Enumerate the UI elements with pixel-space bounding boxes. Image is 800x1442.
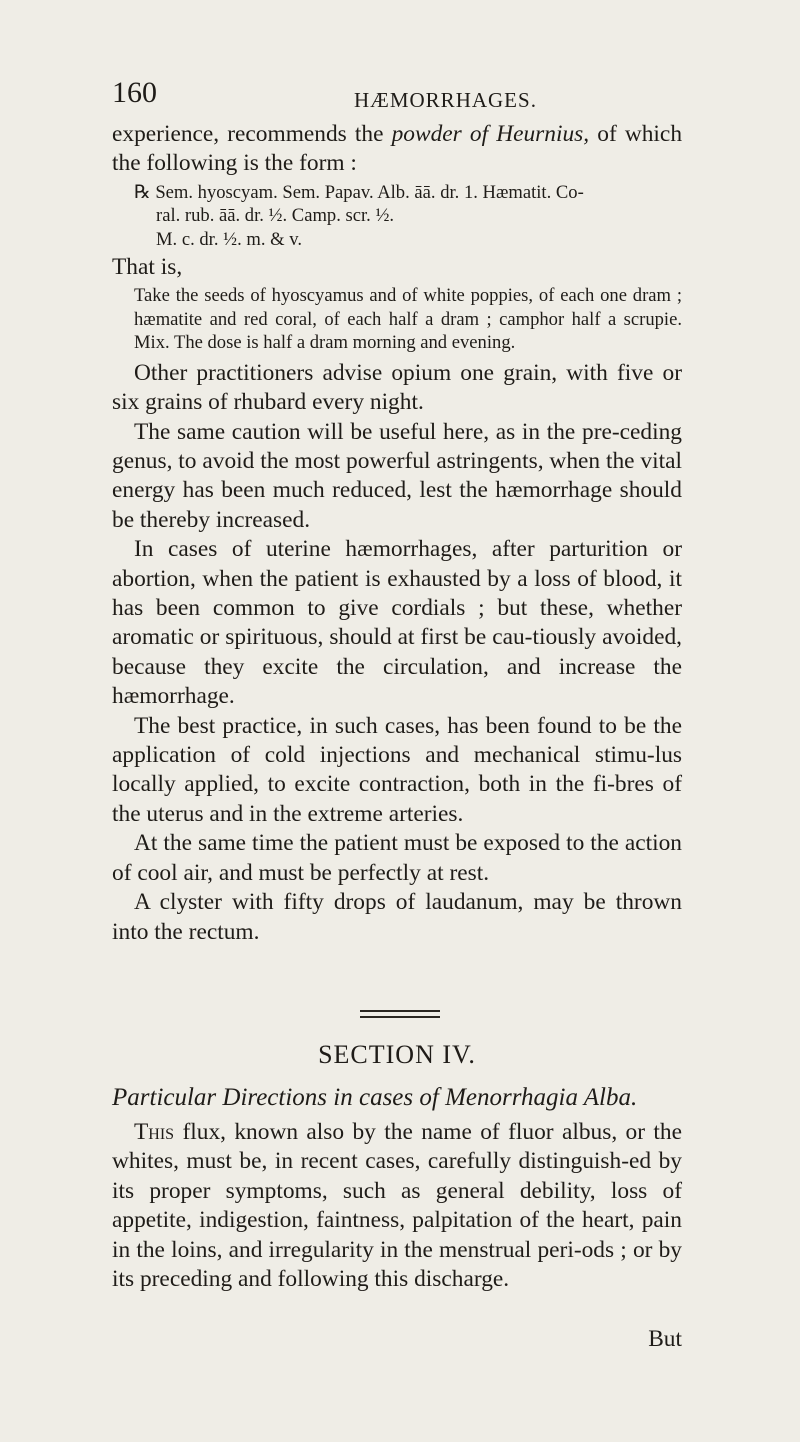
paragraph-heurnius xyxy=(112,120,682,179)
prescription-line: ℞ Sem. hyoscyam. Sem. Papav. Alb. āā. dr. 1. Hæmatit. Co- xyxy=(134,181,584,203)
page-number: 160 xyxy=(112,76,157,109)
paragraph-opium: Other practitioners advise opium one grain, with five or six grains of rhubard every night. xyxy=(112,359,682,416)
paragraph-uterine: In cases of uterine hæmorrhages, after parturition or abortion, when the patient is exhausted by a loss of blood, it has been common to give cordials ; but these, whether aromatic or spirituous, should at first be cau-tiously avoided, because they excite the circulation, and increase the hæmorrhage. xyxy=(112,536,682,710)
paragraph-cool-air: At the same time the patient must be exposed to the action of cool air, and must be perfectly at rest. xyxy=(112,830,682,886)
text-run: of which the following is the form : xyxy=(112,121,683,177)
paragraph-caution: The same caution will be useful here, as in the pre-ceding genus, to avoid the most powerful astringents, when the vital energy has been much reduced, lest the hæmorrhage should be thereby increased. xyxy=(112,418,682,533)
section-divider xyxy=(360,1010,440,1012)
text-run: flux, known also by the name of fluor albus, or the whites, must be, in recent cases, carefully distinguish-ed by its proper symptoms, such as general debility, loss of appetite, indigestion, faintness, palpitation of the heart, pain in the loins, and irregularity in the menstrual peri-ods ; or by its preceding and following this discharge. xyxy=(112,1119,682,1293)
prescription xyxy=(112,181,682,252)
text-run: experience, recommends the xyxy=(112,121,392,147)
that-is-heading: That is, xyxy=(112,253,183,280)
prescription-line: M. c. dr. ½. m. & v. xyxy=(156,229,302,250)
main-text xyxy=(112,120,682,947)
running-head: HÆMORRHAGES. xyxy=(354,88,537,112)
paragraph-fluor-albus xyxy=(112,1118,682,1294)
section-text xyxy=(112,1118,682,1294)
paragraph-clyster: A clyster with fifty drops of laudanum, may be thrown into the rectum. xyxy=(112,889,682,945)
drop-word: This xyxy=(134,1119,175,1145)
section-subtitle: Particular Directions in cases of Menorrhagia Alba. xyxy=(112,1084,638,1111)
catchword: But xyxy=(648,1326,682,1352)
translation-paragraph: Take the seeds of hyoscyamus and of white poppies, of each one dram ; hæmatite and red coral, of each half a dram ; camphor half a scrupie. Mix. The dose is half a dram morning and evening. xyxy=(134,285,682,354)
prescription-line: ral. rub. āā. dr. ½. Camp. scr. ½. xyxy=(156,205,395,227)
page-header xyxy=(112,76,672,116)
paragraph-best-practice: The best practice, in such cases, has been found to be the application of cold injections and mechanical stimu-lus locally applied, to excite contraction, both in the fi-bres of the uterus and in the extreme arteries. xyxy=(112,712,682,827)
italic-run: powder of Heurnius, xyxy=(391,121,590,147)
section-title: SECTION IV. xyxy=(318,1040,476,1069)
section-divider xyxy=(360,1016,440,1018)
